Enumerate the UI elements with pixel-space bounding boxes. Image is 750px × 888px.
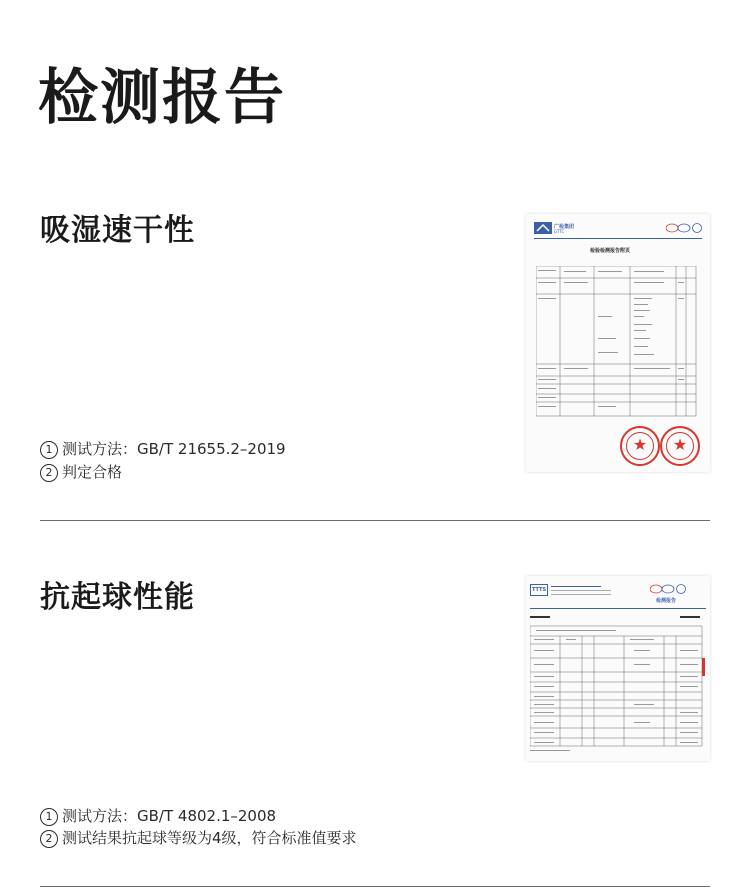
- section-divider: [40, 886, 710, 887]
- doc1-title: 检验检测报告附页: [590, 248, 631, 254]
- note-judgement: [40, 461, 122, 483]
- section-title-moisture-wicking: 吸湿速干性: [40, 213, 195, 248]
- circled-number: 2: [40, 464, 58, 482]
- doc1-org-name: 广检集团: [554, 224, 575, 230]
- note-text: 测试方法：GB/T 4802.1–2008: [62, 807, 277, 825]
- note-test-result: [40, 827, 357, 849]
- gttc-logo-icon: [534, 222, 552, 234]
- doc1-org-en: GTTC: [554, 229, 565, 234]
- section-divider: [40, 520, 710, 521]
- note-test-method: [40, 805, 276, 827]
- certification-marks-icon: [666, 223, 702, 233]
- note-text: 判定合格: [62, 463, 123, 481]
- doc2-title: 检测报告: [656, 598, 677, 604]
- red-seal-stamp-icon: [620, 426, 660, 466]
- circled-number: 1: [40, 441, 58, 459]
- doc2-table: [530, 612, 706, 752]
- circled-number: 1: [40, 808, 58, 826]
- page-title: 检测报告: [38, 63, 286, 133]
- doc2-org-en: TTTS: [532, 587, 547, 593]
- test-report-image-pilling-resistance: [526, 576, 710, 761]
- test-report-image-moisture-wicking: [526, 214, 710, 472]
- note-text: 测试结果抗起球等级为4级，符合标准值要求: [62, 829, 357, 847]
- circled-number: 2: [40, 830, 58, 848]
- note-test-method: [40, 438, 286, 460]
- red-seal-stamp-icon: [660, 426, 700, 466]
- section-title-pilling-resistance: 抗起球性能: [40, 580, 195, 615]
- note-text: 测试方法：GB/T 21655.2–2019: [62, 440, 286, 458]
- certification-marks-icon: [650, 584, 686, 594]
